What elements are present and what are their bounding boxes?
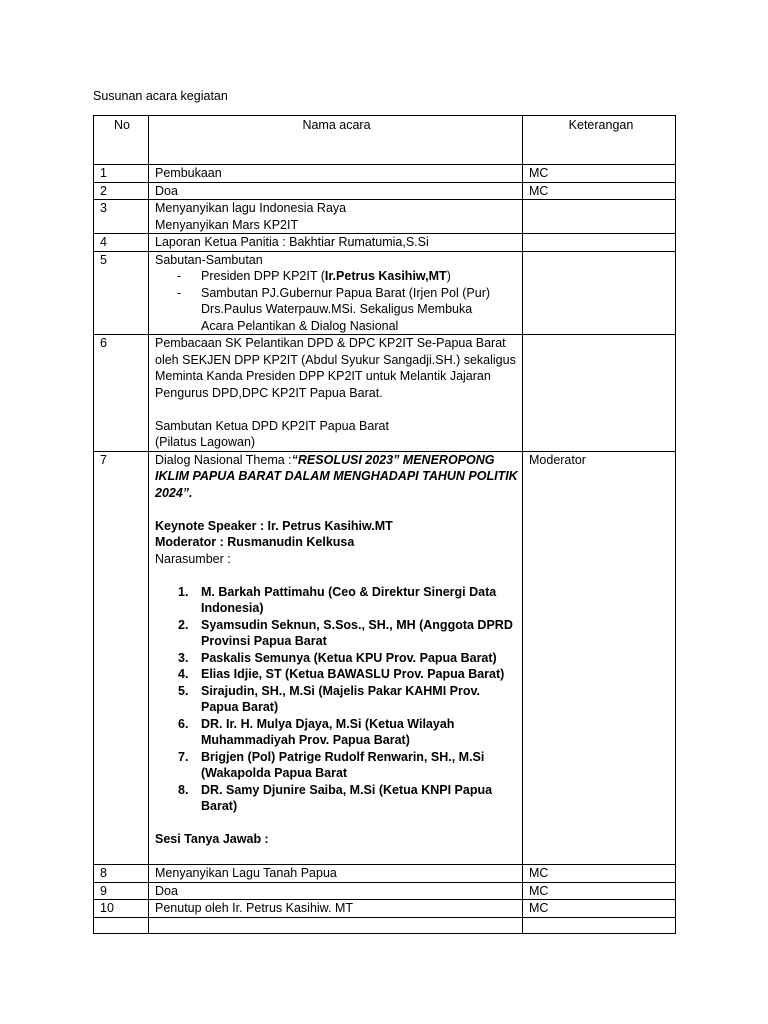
row-number: 2 — [94, 182, 149, 200]
event-line: oleh SEKJEN DPP KP2IT (Abdul Syukur Sangadji.SH.) sekaligus — [155, 352, 516, 367]
event-line: (Pilatus Lagowan) — [155, 435, 256, 449]
speech-text-bold: Ir.Petrus Kasihiw,MT — [324, 269, 447, 283]
row-number: 4 — [94, 234, 149, 252]
table-row — [94, 251, 676, 335]
theme-title: 2024”. — [155, 485, 193, 500]
spacer — [155, 848, 518, 865]
event-note: MC — [523, 900, 676, 918]
qa-session: Sesi Tanya Jawab : — [155, 832, 269, 846]
event-name: Pembukaan — [149, 165, 523, 183]
speech-item — [155, 268, 518, 285]
speech-text: Sambutan PJ.Gubernur Papua Barat (Irjen Pol (Pur) — [201, 285, 491, 300]
list-item — [178, 782, 518, 815]
moderator-name: Moderator : Rusmanudin Kelkusa — [155, 535, 355, 549]
spacer — [155, 567, 518, 584]
row-number: 7 — [94, 451, 149, 865]
list-item — [178, 716, 518, 749]
empty-row — [94, 917, 676, 933]
table-row — [94, 865, 676, 883]
event-note — [523, 251, 676, 335]
speech-text: ) — [446, 269, 451, 283]
table-row — [94, 182, 676, 200]
event-name: Menyanyikan Lagu Tanah Papua — [149, 865, 523, 883]
table-row — [94, 200, 676, 234]
list-item — [178, 749, 518, 782]
row-number: 3 — [94, 200, 149, 234]
speaker-line: Elias Idjie, ST (Ketua BAWASLU Prov. Papua Barat) — [201, 667, 505, 681]
row-number: 9 — [94, 882, 149, 900]
event-heading: Sabutan-Sambutan — [155, 252, 263, 267]
table-row — [94, 900, 676, 918]
event-name — [149, 335, 523, 452]
speaker-line: Papua Barat) — [201, 700, 279, 714]
row-number: 6 — [94, 335, 149, 452]
speaker-line: DR. Ir. H. Mulya Djaya, M.Si (Ketua Wilayah — [201, 716, 455, 731]
event-line: Sambutan Ketua DPD KP2IT Papua Barat — [155, 418, 389, 433]
table-row — [94, 165, 676, 183]
speaker-line: M. Barkah Pattimahu (Ceo & Direktur Sinergi Data — [201, 584, 497, 599]
speaker-line: Paskalis Semunya (Ketua KPU Prov. Papua Barat) — [201, 650, 497, 665]
row-number: 1 — [94, 165, 149, 183]
table-row — [94, 335, 676, 452]
event-name: Laporan Ketua Panitia : Bakhtiar Rumatumia,S.Si — [149, 234, 523, 252]
event-note: MC — [523, 165, 676, 183]
dash-bullet: - — [177, 285, 182, 300]
event-note — [523, 335, 676, 452]
header-keterangan: Keterangan — [523, 116, 676, 165]
list-item — [178, 584, 518, 617]
row-number: 5 — [94, 251, 149, 335]
theme-title: “RESOLUSI 2023” MENEROPONG — [291, 452, 495, 467]
speaker-line: Provinsi Papua Barat — [201, 634, 327, 648]
speaker-line: Brigjen (Pol) Patrige Rudolf Renwarin, SH., M.Si — [201, 749, 485, 764]
event-line: Pembacaan SK Pelantikan DPD & DPC KP2IT Se-Papua Barat — [155, 336, 506, 350]
list-number: 5. — [178, 683, 189, 698]
event-line: Meminta Kanda Presiden DPP KP2IT untuk Melantik Jajaran — [155, 369, 491, 383]
empty-cell — [149, 917, 523, 933]
list-number: 1. — [178, 584, 189, 599]
list-item — [178, 617, 518, 650]
speech-text: Presiden DPP KP2IT ( — [201, 269, 325, 283]
list-item — [178, 683, 518, 716]
page-title: Susunan acara kegiatan — [93, 89, 228, 103]
event-note: MC — [523, 182, 676, 200]
speaker-list — [155, 584, 518, 815]
row-number: 10 — [94, 900, 149, 918]
theme-title: IKLIM PAPUA BARAT DALAM MENGHADAPI TAHUN POLITIK — [155, 469, 518, 483]
list-number: 3. — [178, 650, 189, 665]
event-name: Penutup oleh Ir. Petrus Kasihiw. MT — [149, 900, 523, 918]
speaker-line: Sirajudin, SH., M.Si (Majelis Pakar KAHMI Prov. — [201, 683, 481, 698]
table-row — [94, 451, 676, 865]
speaker-line: Muhammadiyah Prov. Papua Barat) — [201, 733, 410, 747]
spacer — [155, 815, 518, 832]
event-note: Moderator — [523, 451, 676, 865]
spacer — [155, 401, 518, 418]
empty-cell — [523, 917, 676, 933]
event-line: Menyanyikan lagu Indonesia Raya — [155, 201, 347, 215]
speech-item — [155, 285, 518, 302]
event-name — [149, 251, 523, 335]
speech-text: Acara Pelantikan & Dialog Nasional — [201, 318, 399, 333]
dialog-theme — [155, 452, 518, 469]
event-line: Pengurus DPD,DPC KP2IT Papua Barat. — [155, 385, 383, 400]
row-number: 8 — [94, 865, 149, 883]
speech-text: Drs.Paulus Waterpauw.MSi. Sekaligus Membuka — [201, 302, 473, 316]
event-name: Doa — [149, 882, 523, 900]
event-note: MC — [523, 865, 676, 883]
narasumber-label: Narasumber : — [155, 551, 231, 566]
dash-bullet: - — [177, 269, 182, 283]
table-header-row — [94, 116, 676, 165]
speaker-line: Indonesia) — [201, 601, 264, 615]
keynote-speaker: Keynote Speaker : Ir. Petrus Kasihiw.MT — [155, 518, 393, 533]
event-line: Menyanyikan Mars KP2IT — [155, 217, 299, 232]
event-name — [149, 200, 523, 234]
list-number: 7. — [178, 749, 189, 764]
speaker-line: Barat) — [201, 799, 238, 813]
speaker-line: DR. Samy Djunire Saiba, M.Si (Ketua KNPI Papua — [201, 782, 493, 797]
event-name — [149, 451, 523, 865]
spacer — [155, 501, 518, 518]
header-nama-acara: Nama acara — [149, 116, 523, 165]
table-row — [94, 234, 676, 252]
list-item — [178, 666, 518, 683]
event-name: Doa — [149, 182, 523, 200]
list-number: 8. — [178, 782, 189, 797]
list-number: 2. — [178, 617, 189, 632]
schedule-table — [93, 115, 676, 934]
empty-cell — [94, 917, 149, 933]
table-row — [94, 882, 676, 900]
theme-prefix: Dialog Nasional Thema : — [155, 452, 292, 467]
list-number: 6. — [178, 716, 189, 731]
list-number: 4. — [178, 667, 189, 681]
list-item — [178, 650, 518, 667]
event-note — [523, 200, 676, 234]
event-note — [523, 234, 676, 252]
event-note: MC — [523, 882, 676, 900]
header-no: No — [94, 116, 149, 165]
speaker-line: (Wakapolda Papua Barat — [201, 766, 348, 780]
speaker-line: Syamsudin Seknun, S.Sos., SH., MH (Anggota DPRD — [201, 617, 513, 632]
